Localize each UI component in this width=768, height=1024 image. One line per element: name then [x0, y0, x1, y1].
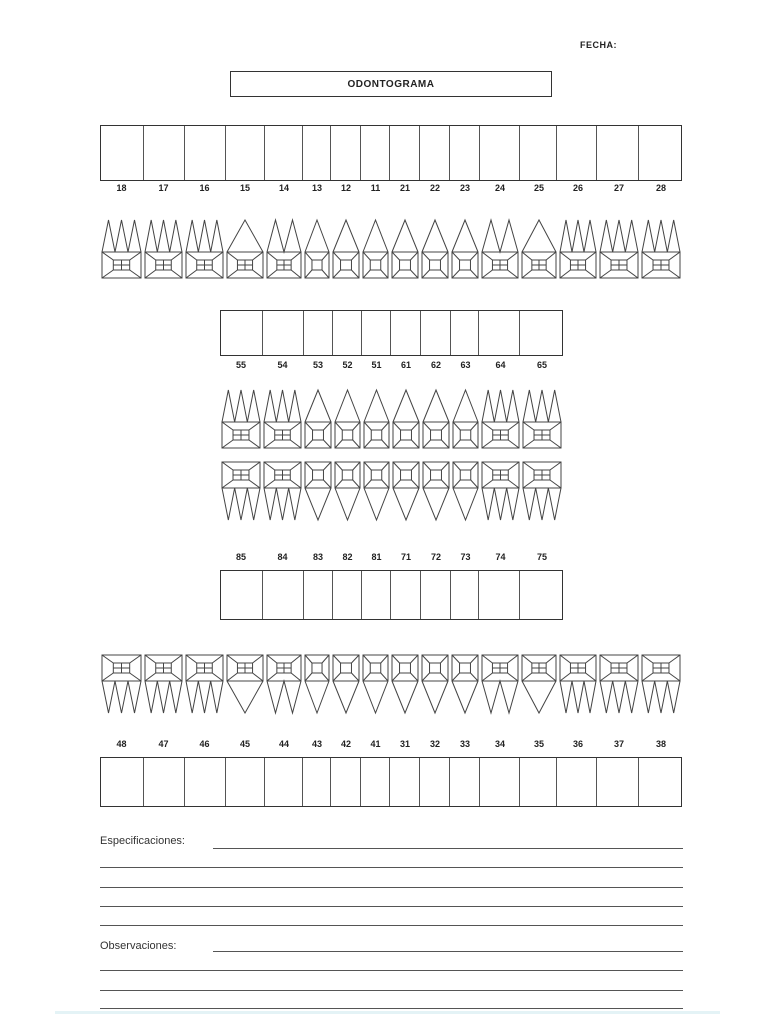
especificaciones-line[interactable] [213, 848, 683, 849]
tooth-number: 25 [533, 183, 545, 193]
tooth-13[interactable] [305, 220, 329, 278]
tooth-number: 16 [199, 183, 210, 193]
observaciones-line[interactable] [213, 951, 683, 952]
tooth-23[interactable] [452, 220, 478, 278]
tooth-number: 63 [460, 360, 471, 370]
especificaciones-line[interactable] [100, 887, 683, 888]
tooth-number: 48 [116, 739, 127, 749]
tooth-number: 82 [342, 552, 353, 562]
tooth-42[interactable] [333, 655, 359, 713]
tooth-63[interactable] [453, 390, 478, 448]
tooth-number: 28 [655, 183, 667, 193]
tooth-53[interactable] [305, 390, 331, 448]
tooth-number: 73 [460, 552, 471, 562]
tooth-48[interactable] [102, 655, 141, 713]
tooth-number: 62 [430, 360, 442, 370]
tooth-18[interactable] [102, 220, 141, 278]
observaciones-line[interactable] [100, 990, 683, 991]
especificaciones-line[interactable] [100, 867, 683, 868]
tooth-number: 18 [116, 183, 127, 193]
tooth-22[interactable] [422, 220, 448, 278]
tooth-number: 31 [399, 739, 411, 749]
tooth-number: 32 [429, 739, 441, 749]
tooth-17[interactable] [145, 220, 182, 278]
observaciones-line[interactable] [100, 1008, 683, 1009]
tooth-number: 34 [494, 739, 506, 749]
tooth-74[interactable] [482, 462, 519, 520]
tooth-11[interactable] [363, 220, 388, 278]
especificaciones-line[interactable] [100, 925, 683, 926]
tooth-15[interactable] [227, 220, 263, 278]
tooth-25[interactable] [522, 220, 556, 278]
tooth-83[interactable] [305, 462, 331, 520]
tooth-number: 53 [312, 360, 324, 370]
tooth-45[interactable] [227, 655, 263, 713]
tooth-52[interactable] [335, 390, 360, 448]
tooth-number: 24 [494, 183, 506, 193]
tooth-36[interactable] [560, 655, 596, 713]
tooth-number: 27 [613, 183, 625, 193]
tooth-number: 13 [311, 183, 323, 193]
tooth-38[interactable] [642, 655, 680, 713]
tooth-number: 83 [312, 552, 324, 562]
page-title: ODONTOGRAMA [230, 71, 552, 97]
tooth-number: 35 [533, 739, 545, 749]
tooth-21[interactable] [392, 220, 418, 278]
tooth-35[interactable] [522, 655, 556, 713]
tooth-44[interactable] [267, 655, 301, 713]
tooth-number: 45 [239, 739, 251, 749]
tooth-28[interactable] [642, 220, 680, 278]
tooth-61[interactable] [393, 390, 419, 448]
tooth-number: 65 [536, 360, 548, 370]
observaciones-label: Observaciones: [100, 940, 177, 952]
tooth-82[interactable] [335, 462, 360, 520]
tooth-number: 12 [340, 183, 352, 193]
tooth-12[interactable] [333, 220, 359, 278]
fecha-label: FECHA: [580, 40, 617, 50]
tooth-46[interactable] [186, 655, 223, 713]
tooth-number: 55 [235, 360, 247, 370]
tooth-number: 11 [370, 183, 381, 193]
tooth-number: 22 [429, 183, 441, 193]
tooth-34[interactable] [482, 655, 518, 713]
bottom-edge-strip [55, 1011, 720, 1014]
tooth-number: 51 [371, 360, 382, 370]
tooth-73[interactable] [453, 462, 478, 520]
tooth-number: 61 [400, 360, 412, 370]
tooth-41[interactable] [363, 655, 388, 713]
tooth-54[interactable] [264, 390, 301, 448]
tooth-number: 14 [278, 183, 290, 193]
tooth-number: 43 [311, 739, 323, 749]
tooth-43[interactable] [305, 655, 329, 713]
observaciones-line[interactable] [100, 970, 683, 971]
especificaciones-line[interactable] [100, 906, 683, 907]
tooth-16[interactable] [186, 220, 223, 278]
tooth-47[interactable] [145, 655, 182, 713]
tooth-55[interactable] [222, 390, 260, 448]
tooth-number: 84 [277, 552, 288, 562]
tooth-32[interactable] [422, 655, 448, 713]
tooth-number: 47 [158, 739, 169, 749]
tooth-number: 36 [572, 739, 584, 749]
tooth-27[interactable] [600, 220, 638, 278]
tooth-number: 21 [399, 183, 411, 193]
tooth-85[interactable] [222, 462, 260, 520]
tooth-number: 26 [572, 183, 584, 193]
tooth-75[interactable] [523, 462, 561, 520]
tooth-number: 42 [340, 739, 352, 749]
tooth-26[interactable] [560, 220, 596, 278]
tooth-number: 37 [613, 739, 625, 749]
tooth-number: 52 [342, 360, 353, 370]
tooth-31[interactable] [392, 655, 418, 713]
tooth-37[interactable] [600, 655, 638, 713]
tooth-number: 74 [495, 552, 506, 562]
tooth-number: 46 [199, 739, 210, 749]
tooth-33[interactable] [452, 655, 478, 713]
tooth-number: 15 [239, 183, 251, 193]
tooth-number: 44 [278, 739, 290, 749]
tooth-number: 71 [400, 552, 412, 562]
tooth-24[interactable] [482, 220, 518, 278]
tooth-number: 64 [495, 360, 506, 370]
tooth-14[interactable] [267, 220, 301, 278]
tooth-number: 81 [371, 552, 382, 562]
tooth-64[interactable] [482, 390, 519, 448]
especificaciones-label: Especificaciones: [100, 835, 185, 847]
tooth-65[interactable] [523, 390, 561, 448]
tooth-number: 72 [430, 552, 442, 562]
tooth-number: 75 [536, 552, 548, 562]
tooth-72[interactable] [423, 462, 449, 520]
tooth-number: 23 [459, 183, 471, 193]
tooth-number: 54 [277, 360, 288, 370]
tooth-71[interactable] [393, 462, 419, 520]
tooth-number: 33 [459, 739, 471, 749]
tooth-number: 41 [370, 739, 381, 749]
tooth-number: 85 [235, 552, 247, 562]
tooth-62[interactable] [423, 390, 449, 448]
tooth-84[interactable] [264, 462, 301, 520]
tooth-number: 38 [655, 739, 667, 749]
tooth-number: 17 [158, 183, 169, 193]
tooth-51[interactable] [364, 390, 389, 448]
tooth-81[interactable] [364, 462, 389, 520]
